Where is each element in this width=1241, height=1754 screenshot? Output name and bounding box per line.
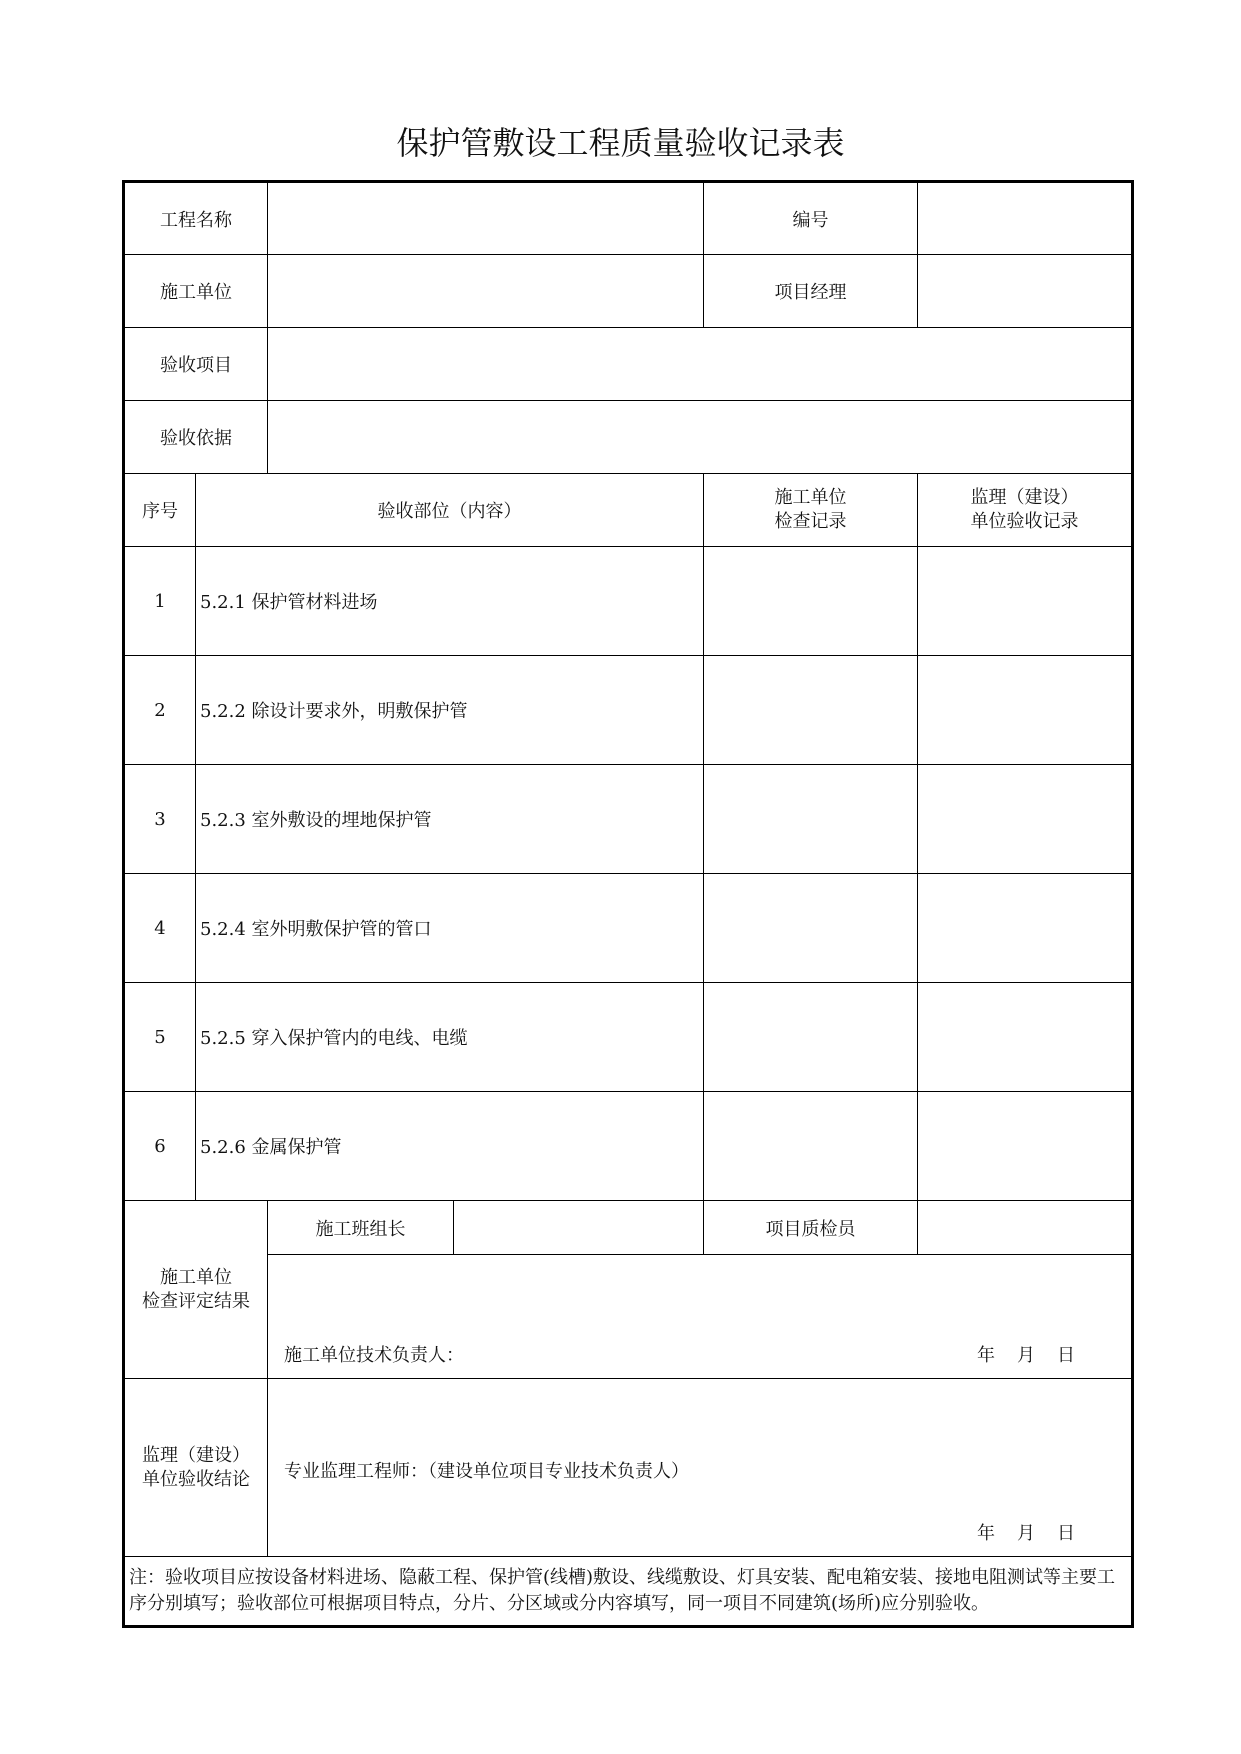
row-seq: 6 bbox=[124, 1092, 196, 1201]
supervisor-result-field[interactable] bbox=[268, 1379, 1133, 1557]
row-supervisor-record-field[interactable] bbox=[918, 1092, 1133, 1201]
team-leader-label: 施工班组长 bbox=[268, 1201, 454, 1255]
table-row bbox=[124, 547, 1133, 656]
row-contractor-record-field[interactable] bbox=[704, 874, 918, 983]
row-part: 5.2.3 室外敷设的埋地保护管 bbox=[196, 765, 704, 874]
supervisor-result-label bbox=[124, 1379, 268, 1557]
tech-lead-label: 施工单位技术负责人： bbox=[284, 1345, 464, 1366]
column-header-seq: 序号 bbox=[124, 474, 196, 547]
page-title: 保护管敷设工程质量验收记录表 bbox=[396, 124, 845, 162]
manager-label: 项目经理 bbox=[704, 255, 918, 328]
column-header-supervisor-record-line2: 单位验收记录 bbox=[970, 511, 1079, 532]
contractor-result-date bbox=[955, 1341, 1075, 1367]
row-part: 5.2.4 室外明敷保护管的管口 bbox=[196, 874, 704, 983]
row-supervisor-record-field[interactable] bbox=[918, 874, 1133, 983]
contractor-result-field[interactable] bbox=[268, 1255, 1133, 1379]
row-seq: 1 bbox=[124, 547, 196, 656]
column-header-part: 验收部位（内容） bbox=[196, 474, 704, 547]
supervisor-engineer-label: 专业监理工程师：（建设单位项目专业技术负责人） bbox=[284, 1461, 689, 1482]
row-seq: 5 bbox=[124, 983, 196, 1092]
row-contractor-record-field[interactable] bbox=[704, 656, 918, 765]
row-part: 5.2.5 穿入保护管内的电线、电缆 bbox=[196, 983, 704, 1092]
manager-field[interactable] bbox=[918, 255, 1133, 328]
table-row bbox=[124, 765, 1133, 874]
row-seq: 2 bbox=[124, 656, 196, 765]
column-header-contractor-record bbox=[704, 474, 918, 547]
item-label: 验收项目 bbox=[124, 328, 268, 401]
row-part: 5.2.2 除设计要求外，明敷保护管 bbox=[196, 656, 704, 765]
contractor-result-label-line1: 施工单位 bbox=[160, 1266, 232, 1288]
row-contractor-record-field[interactable] bbox=[704, 547, 918, 656]
row-contractor-record-field[interactable] bbox=[704, 765, 918, 874]
footnote: 注：验收项目应按设备材料进场、隐蔽工程、保护管(线槽)敷设、线缆敷设、灯具安装、配电箱安装、接地电阻测试等主要工序分别填写；验收部位可根据项目特点，分片、分区域或分内容填写，同一项目不同建筑(场所)应分别验收。 bbox=[124, 1557, 1133, 1627]
table-row bbox=[124, 874, 1133, 983]
row-part: 5.2.1 保护管材料进场 bbox=[196, 547, 704, 656]
row-part: 5.2.6 金属保护管 bbox=[196, 1092, 704, 1201]
supervisor-result-label-line1: 监理（建设） bbox=[142, 1444, 250, 1466]
item-field[interactable] bbox=[268, 328, 1133, 401]
contractor-result-label-line2: 检查评定结果 bbox=[142, 1290, 250, 1312]
row-supervisor-record-field[interactable] bbox=[918, 547, 1133, 656]
date-day: 日 bbox=[1057, 1345, 1075, 1366]
row-contractor-record-field[interactable] bbox=[704, 1092, 918, 1201]
date-month: 月 bbox=[1017, 1345, 1035, 1366]
date-month: 月 bbox=[1017, 1523, 1035, 1544]
table-row bbox=[124, 656, 1133, 765]
number-field[interactable] bbox=[918, 182, 1133, 255]
supervisor-result-label-line2: 单位验收结论 bbox=[142, 1468, 250, 1490]
contractor-field[interactable] bbox=[268, 255, 704, 328]
row-supervisor-record-field[interactable] bbox=[918, 656, 1133, 765]
basis-label: 验收依据 bbox=[124, 401, 268, 474]
row-supervisor-record-field[interactable] bbox=[918, 983, 1133, 1092]
contractor-label: 施工单位 bbox=[124, 255, 268, 328]
row-seq: 4 bbox=[124, 874, 196, 983]
inspector-field[interactable] bbox=[918, 1201, 1133, 1255]
date-year: 年 bbox=[977, 1345, 995, 1366]
table-row bbox=[124, 1092, 1133, 1201]
date-day: 日 bbox=[1057, 1523, 1075, 1544]
row-contractor-record-field[interactable] bbox=[704, 983, 918, 1092]
column-header-contractor-record-line2: 检查记录 bbox=[774, 511, 847, 532]
column-header-contractor-record-line1: 施工单位 bbox=[774, 487, 847, 508]
row-supervisor-record-field[interactable] bbox=[918, 765, 1133, 874]
table-row bbox=[124, 983, 1133, 1092]
project-name-field[interactable] bbox=[268, 182, 704, 255]
row-seq: 3 bbox=[124, 765, 196, 874]
column-header-supervisor-record-line1: 监理（建设） bbox=[970, 487, 1079, 508]
acceptance-form-table bbox=[122, 180, 1134, 1628]
column-header-supervisor-record bbox=[918, 474, 1133, 547]
team-leader-field[interactable] bbox=[454, 1201, 704, 1255]
project-name-label: 工程名称 bbox=[124, 182, 268, 255]
inspector-label: 项目质检员 bbox=[704, 1201, 918, 1255]
basis-field[interactable] bbox=[268, 401, 1133, 474]
number-label: 编号 bbox=[704, 182, 918, 255]
supervisor-result-date bbox=[955, 1519, 1075, 1545]
contractor-result-label bbox=[124, 1201, 268, 1379]
date-year: 年 bbox=[977, 1523, 995, 1544]
